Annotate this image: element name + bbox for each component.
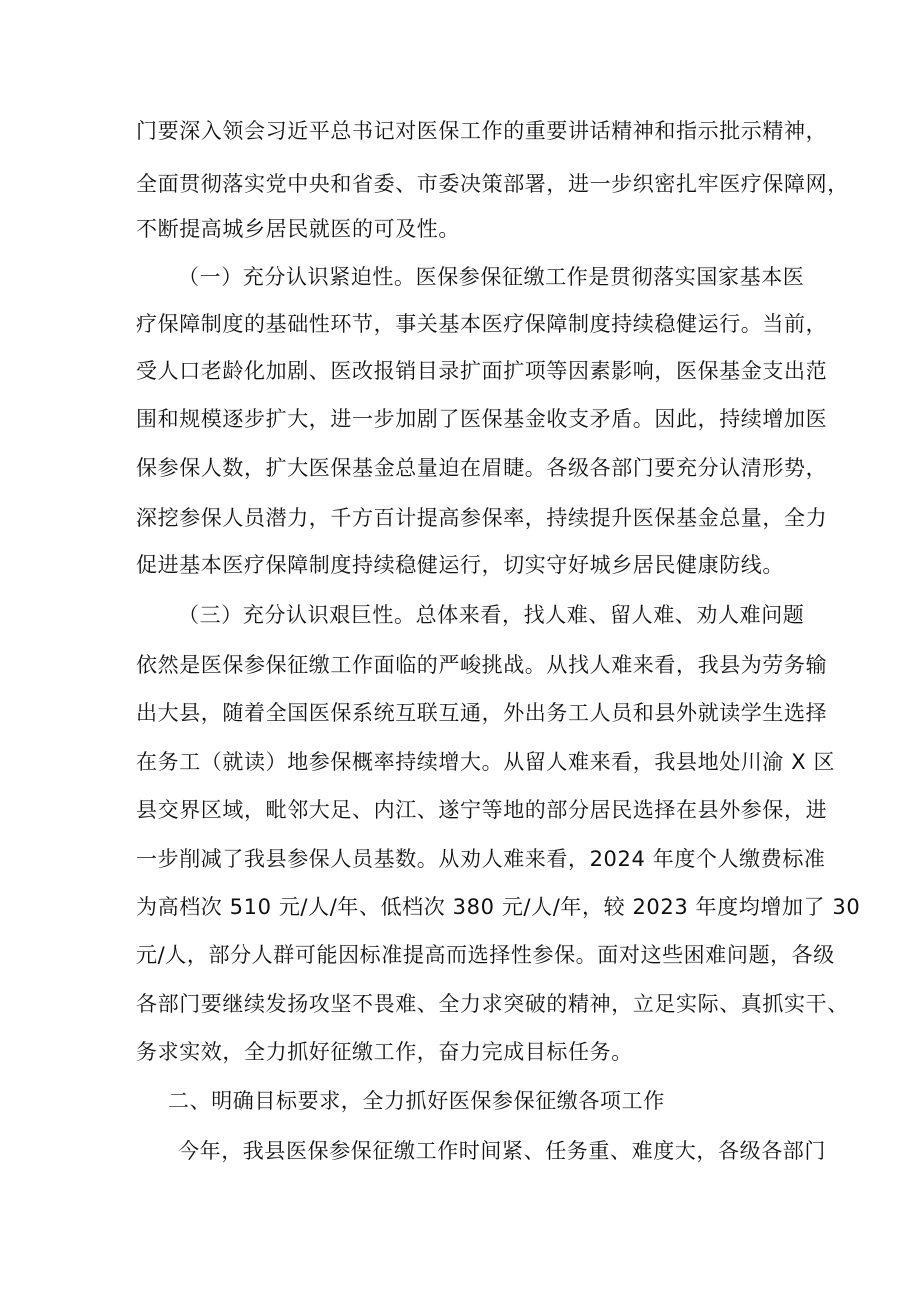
text-line: 元/人，部分人群可能因标准提高而选择性参保。面对这些困难问题，各级 — [136, 943, 835, 967]
section-heading-1: （一）充分认识紧迫性。医保参保征缴工作是贯彻落实国家基本医 — [178, 265, 805, 289]
text-line: 疗保障制度的基础性环节，事关基本医疗保障制度持续稳健运行。当前， — [136, 312, 828, 336]
text-line: 深挖参保人员潜力，千方百计提高参保率，持续提升医保基金总量，全力 — [136, 506, 828, 530]
text-line: 务求实效，全力抓好征缴工作，奋力完成目标任务。 — [136, 1040, 633, 1064]
text-line: 各部门要继续发扬攻坚不畏难、全力求突破的精神，立足实际、真抓实干、 — [136, 992, 849, 1016]
section-heading-3: （三）充分认识艰巨性。总体来看，找人难、留人难、劝人难问题 — [178, 603, 805, 627]
text-line: 围和规模逐步扩大，进一步加剧了医保基金收支矛盾。因此，持续增加医 — [136, 407, 828, 431]
text-line: 依然是医保参保征缴工作面临的严峻挑战。从找人难来看，我县为劳务输 — [136, 653, 828, 677]
text-line: 全面贯彻落实党中央和省委、市委决策部署，进一步织密扎牢医疗保障网， — [136, 172, 849, 196]
text-line: 保参保人数，扩大医保基金总量迫在眉睫。各级各部门要充分认清形势， — [136, 456, 828, 480]
text-line: 为高档次 510 元/人/年、低档次 380 元/人/年，较 2023 年度均增加了 30 — [136, 895, 861, 919]
text-line: 不断提高城乡居民就医的可及性。 — [136, 217, 460, 241]
section-heading-2: 二、明确目标要求，全力抓好医保参保征缴各项工作 — [168, 1089, 665, 1113]
text-line: 促进基本医疗保障制度持续稳健运行，切实守好城乡居民健康防线。 — [136, 553, 784, 577]
text-line: 出大县，随着全国医保系统互联互通，外出务工人员和县外就读学生选择 — [136, 701, 828, 725]
text-line: 一步削减了我县参保人员基数。从劝人难来看，2024 年度个人缴费标准 — [136, 847, 826, 871]
text-line: 受人口老龄化加剧、医改报销目录扩面扩项等因素影响，医保基金支出范 — [136, 359, 828, 383]
text-line: 县交界区域，毗邻大足、内江、遂宁等地的部分居民选择在县外参保，进 — [136, 798, 828, 822]
text-line: 在务工（就读）地参保概率持续增大。从留人难来看，我县地处川渝 X 区 — [136, 750, 836, 774]
text-line: 今年，我县医保参保征缴工作时间紧、任务重、难度大，各级各部门 — [178, 1139, 826, 1163]
text-line: 门要深入领会习近平总书记对医保工作的重要讲话精神和指示批示精神， — [136, 119, 828, 143]
